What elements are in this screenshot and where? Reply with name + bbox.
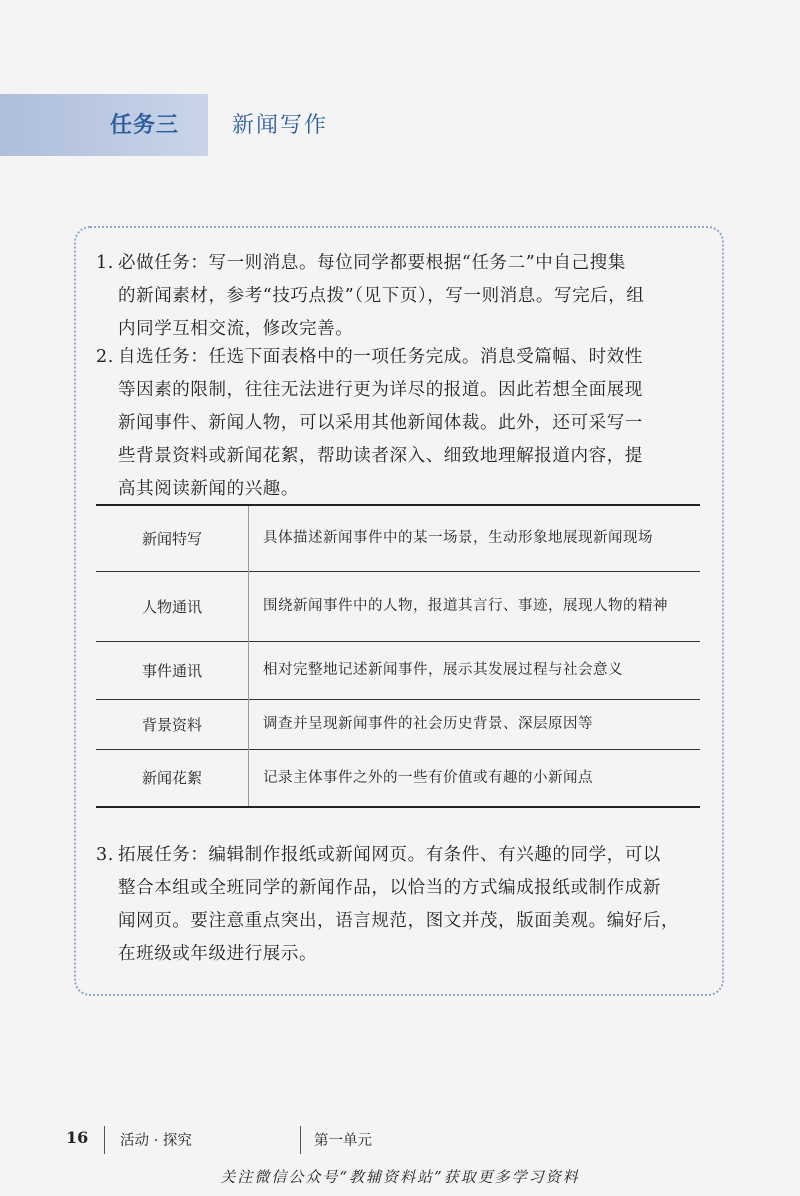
task-item-text: 的新闻素材，参考“技巧点拨”（见下页），写一则消息。写完后，组 bbox=[118, 286, 645, 306]
task-item-3 bbox=[96, 839, 704, 971]
footer-divider bbox=[300, 1126, 301, 1154]
genre-description: 调查并呈现新闻事件的社会历史背景、深层原因等 bbox=[263, 716, 593, 732]
genre-name: 新闻花絮 bbox=[96, 749, 249, 807]
table-row bbox=[96, 641, 700, 699]
news-genre-table bbox=[96, 504, 700, 808]
task-item-text: 等因素的限制，往往无法进行更为详尽的报道。因此若想全面展现 bbox=[118, 380, 643, 400]
task-title: 新闻写作 bbox=[232, 113, 329, 138]
task-item-text: 些背景资料或新闻花絮，帮助读者深入、细致地理解报道内容，提 bbox=[118, 446, 643, 466]
task-item-text: 新闻事件、新闻人物，可以采用其他新闻体裁。此外，还可采写一 bbox=[118, 413, 643, 433]
genre-description: 具体描述新闻事件中的某一场景，生动形象地展现新闻现场 bbox=[263, 530, 653, 547]
task-item-number: 2. bbox=[96, 347, 114, 367]
footer-divider bbox=[104, 1126, 105, 1154]
task-item-text: 整合本组或全班同学的新闻作品，以恰当的方式编成报纸或制作成新 bbox=[118, 878, 661, 898]
task-item-text: 在班级或年级进行展示。 bbox=[118, 944, 318, 964]
task-item-2 bbox=[96, 341, 704, 506]
task-item-number: 1. bbox=[96, 253, 114, 273]
table-row bbox=[96, 749, 700, 807]
page-number: 16 bbox=[66, 1128, 89, 1147]
task-item-text: 高其阅读新闻的兴趣。 bbox=[118, 479, 299, 499]
genre-description: 相对完整地记述新闻事件，展示其发展过程与社会意义 bbox=[263, 662, 623, 678]
table-row bbox=[96, 699, 700, 749]
task-item-text: 闻网页。要注意重点突出，语言规范，图文并茂，版面美观。编好后， bbox=[118, 911, 680, 931]
task-item-text: 自选任务：任选下面表格中的一项任务完成。消息受篇幅、时效性 bbox=[118, 347, 643, 367]
task-number: 任务三 bbox=[110, 112, 180, 138]
task-item-text: 拓展任务：编辑制作报纸或新闻网页。有条件、有兴趣的同学，可以 bbox=[118, 845, 661, 865]
watermark-text: 关注微信公众号“教辅资料站”获取更多学习资料 bbox=[220, 1168, 580, 1186]
genre-description: 记录主体事件之外的一些有价值或有趣的小新闻点 bbox=[263, 769, 593, 786]
task-item-1 bbox=[96, 247, 704, 346]
task-item-text: 内同学互相交流，修改完善。 bbox=[118, 319, 354, 339]
genre-name: 事件通讯 bbox=[96, 641, 249, 699]
footer-unit: 第一单元 bbox=[314, 1133, 372, 1149]
genre-name: 人物通讯 bbox=[96, 571, 249, 641]
footer-section: 活动 · 探究 bbox=[120, 1133, 192, 1149]
genre-name: 背景资料 bbox=[96, 699, 249, 749]
table-row bbox=[96, 505, 700, 571]
task-item-text: 必做任务：写一则消息。每位同学都要根据“任务二”中自己搜集 bbox=[118, 253, 626, 273]
table-row bbox=[96, 571, 700, 641]
genre-description: 围绕新闻事件中的人物，报道其言行、事迹，展现人物的精神 bbox=[263, 598, 668, 614]
task-item-number: 3. bbox=[96, 845, 114, 865]
genre-name: 新闻特写 bbox=[96, 505, 249, 571]
